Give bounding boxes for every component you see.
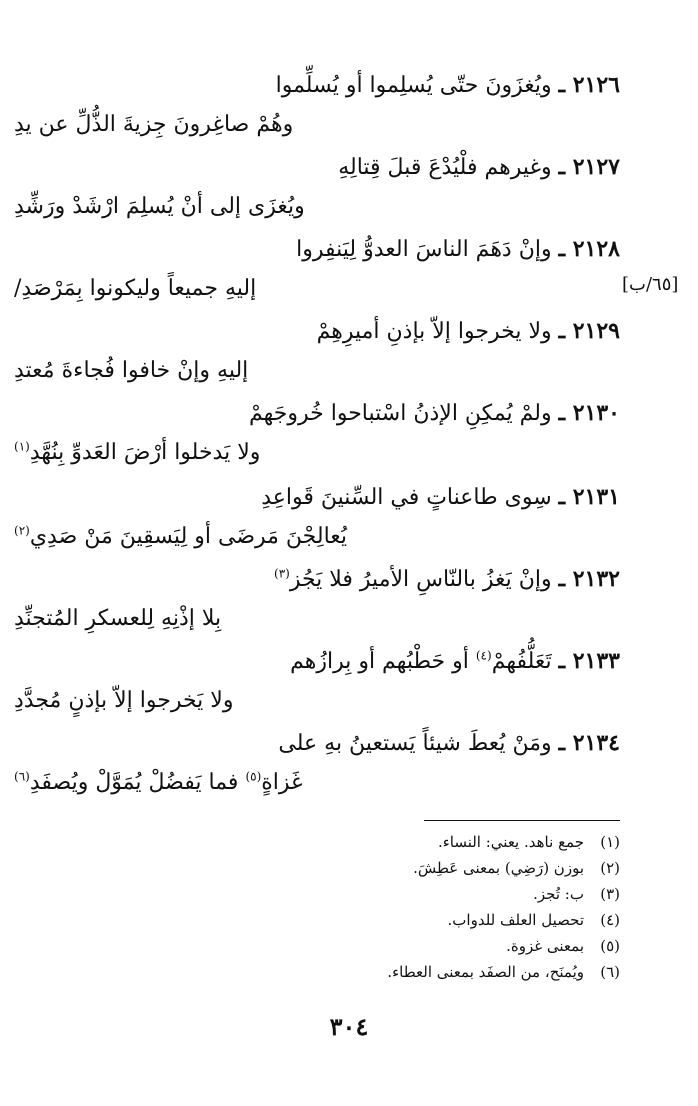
- hemistich-text-continued: أو حَطْبُهم أو بِرازُهم: [290, 649, 476, 674]
- verse-second-hemistich: [14, 522, 347, 552]
- footnote-text: بوزن (رَضِي) بمعنى عَطِشَ.: [413, 859, 584, 877]
- footnote-marker: (٣): [274, 566, 290, 581]
- verse-number: ٢١٣١ ـ: [558, 484, 620, 510]
- verse-second-hemistich: [14, 110, 293, 140]
- hemistich-text: سِوى طاعناتٍ في السِّنينَ قَواعِدِ: [261, 485, 552, 510]
- footnote-number: (١): [600, 833, 620, 851]
- hemistich-text: ولا يَدخلوا أرْضَ العَدوِّ بِنُهَّدِ: [29, 440, 261, 465]
- verse-first-hemistich: [317, 316, 620, 347]
- verse-second-hemistich: [14, 686, 233, 716]
- hemistich-text: وغيرهم فلْيُدْعَ قبلَ قِتالِهِ: [338, 155, 552, 180]
- verse-second-hemistich: [14, 356, 248, 386]
- verse-first-hemistich: [249, 398, 620, 429]
- footnote-4: [448, 910, 620, 930]
- hemistich-text-continued: فما يَفضُلْ يُمَوَّلْ ويُصفَدِ: [29, 770, 246, 795]
- verse-first-hemistich: [290, 646, 620, 677]
- footnote-2: [413, 858, 620, 878]
- hemistich-text: ولا يخرجوا إلاّ بإذنِ أميرِهِمْ: [316, 319, 552, 344]
- verse-2132: [0, 564, 698, 644]
- footnote-marker: (١): [14, 439, 30, 454]
- footnote-text: تحصيل العلف للدواب.: [447, 911, 584, 929]
- footnote-5: [506, 936, 620, 956]
- verse-first-hemistich: [338, 152, 620, 183]
- verse-2128: [0, 234, 698, 314]
- footnote-text: ب: تُجز.: [533, 885, 584, 903]
- footnote-number: (٥): [600, 937, 620, 955]
- footnote-number: (٦): [600, 963, 620, 981]
- verse-number: ٢١٢٧ ـ: [558, 154, 620, 180]
- hemistich-text: إليهِ وإنْ خافوا فُجاءةَ مُعتدِ: [14, 358, 249, 383]
- verse-2133: [0, 646, 698, 726]
- verse-first-hemistich: [274, 564, 620, 595]
- hemistich-text: ولا يَخرجوا إلاّ بإذنٍ مُجدَّدِ: [14, 688, 234, 713]
- verse-number: ٢١٢٩ ـ: [558, 318, 620, 344]
- manuscript-folio-note: [٦٥/ب]: [622, 274, 679, 295]
- footnote-marker: (٦): [14, 769, 30, 784]
- verse-number: ٢١٣٢ ـ: [558, 566, 620, 592]
- hemistich-text: وهُمْ صاغِرونَ جِزيةَ الذُّلِّ عن يدِ: [14, 112, 294, 137]
- hemistich-text: وإنْ يَغزُ بالنّاسِ الأميرُ فلا يَجُز: [289, 567, 552, 592]
- verse-first-hemistich: [276, 70, 620, 101]
- footnote-1: [438, 832, 620, 852]
- hemistich-text: تَعَلُّفُهمْ: [491, 649, 552, 674]
- footnote-text: ويُمنَح، من الصفَد بمعنى العطاء.: [387, 963, 584, 981]
- verse-first-hemistich: [261, 482, 620, 513]
- verse-second-hemistich: [14, 768, 303, 798]
- verse-number: ٢١٣٣ ـ: [558, 648, 620, 674]
- hemistich-text: وإنْ دَهَمَ الناسَ العدوُّ لِيَنفِروا: [296, 237, 552, 262]
- verse-first-hemistich: [278, 728, 620, 759]
- verse-second-hemistich: [14, 274, 256, 304]
- hemistich-text: ومَنْ يُعطَ شيئاً يَستعينُ بهِ على: [278, 731, 552, 756]
- footnote-marker: (٢): [14, 523, 30, 538]
- footnote-number: (٣): [600, 885, 620, 903]
- verse-2126: [0, 70, 698, 150]
- hemistich-text: غَزاةٍ: [261, 770, 303, 795]
- hemistich-text: ولمْ يُمكِنِ الإذنُ اسْتباحوا خُروجَهمْ: [248, 401, 552, 426]
- hemistich-text: إليهِ جميعاً وليكونوا بِمَرْصَدِ/: [14, 276, 257, 301]
- verse-first-hemistich: [296, 234, 620, 265]
- hemistich-text: ويُغزَى إلى أنْ يُسلِمَ ارْشَدْ ورَشِّدِ: [14, 194, 305, 219]
- verse-2131: [0, 482, 698, 562]
- verse-second-hemistich: [14, 604, 221, 634]
- hemistich-text: بِلا إذْنِهِ لِلعسكرِ المُتجنِّدِ: [14, 606, 222, 631]
- verse-number: ٢١٣٤ ـ: [558, 730, 620, 756]
- verse-2130: [0, 398, 698, 478]
- verse-2127: [0, 152, 698, 232]
- footnote-text: جمع ناهد. يعني: النساء.: [437, 833, 584, 851]
- hemistich-text: يُعالِجْنَ مَرضَى أو لِيَسقِينَ مَنْ صَدِي: [29, 524, 348, 549]
- verse-number: ٢١٢٦ ـ: [558, 72, 620, 98]
- hemistich-text: ويُغزَونَ حتّى يُسلِموا أو يُسلِّموا: [275, 73, 552, 98]
- verse-2129: [0, 316, 698, 396]
- footnote-6: [387, 962, 620, 982]
- footnote-marker: (٥): [245, 769, 262, 784]
- verse-second-hemistich: [14, 192, 305, 222]
- footnote-3: [533, 884, 620, 904]
- verse-second-hemistich: [14, 438, 260, 468]
- verse-2134: [0, 728, 698, 808]
- footnote-text: بمعنى غزوة.: [506, 937, 584, 955]
- footnote-number: (٤): [600, 911, 620, 929]
- footnote-marker: (٤): [475, 648, 492, 663]
- footnote-divider: [424, 820, 620, 821]
- page-number: ٣٠٤: [329, 1012, 369, 1041]
- footnote-number: (٢): [600, 859, 620, 877]
- verse-number: ٢١٣٠ ـ: [558, 400, 620, 426]
- verse-number: ٢١٢٨ ـ: [558, 236, 620, 262]
